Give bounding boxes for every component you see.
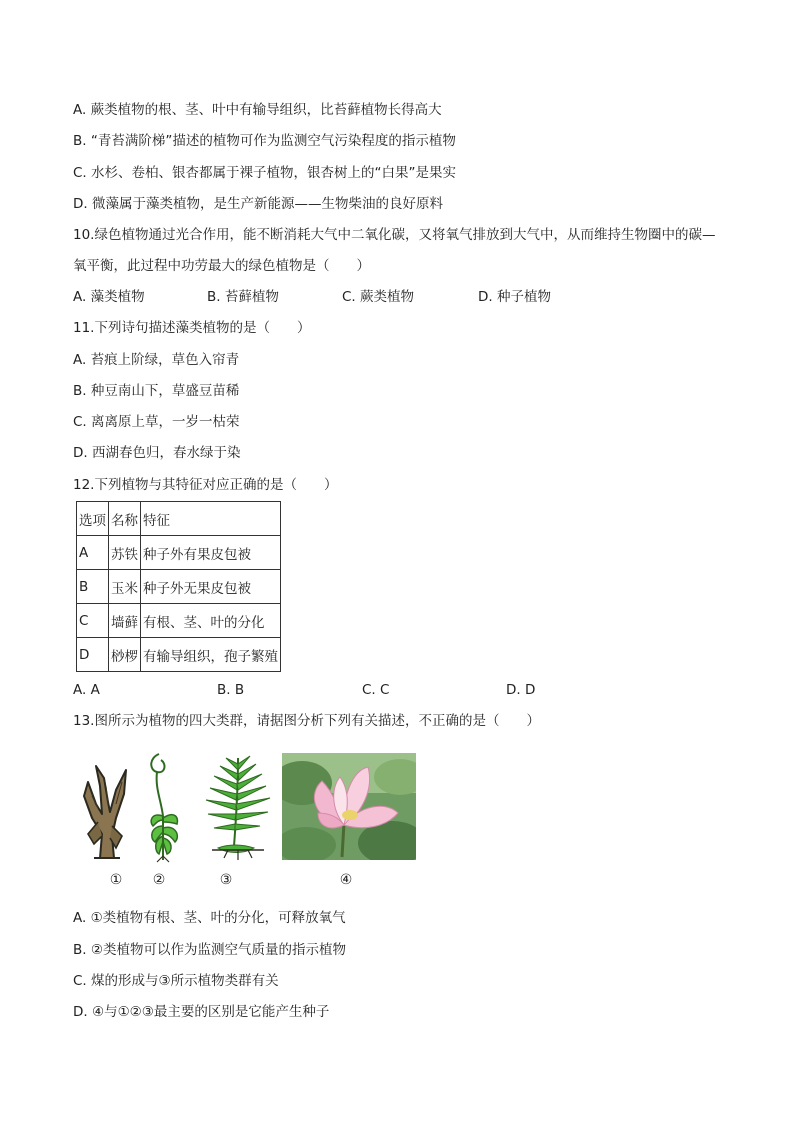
moss-plant-icon [145,752,183,864]
table-row [77,570,281,604]
q11-option-c: C. 离离原上草，一岁一枯荣 [73,414,240,430]
q13-option-a: A. ①类植物有根、茎、叶的分化，可释放氧气 [73,910,346,926]
q13-option-c: C. 煤的形成与③所示植物类群有关 [73,973,279,989]
q13-stem: 13.图所示为植物的四大类群，请据图分析下列有关描述，不正确的是（ ） [73,713,540,729]
table-cell: 有输导组织，孢子繁殖 [141,638,281,672]
q12-option-a: A. A [73,682,100,698]
table-header-cell: 选项 [77,502,109,536]
table-header-cell: 特征 [141,502,281,536]
q10-option-c: C. 蕨类植物 [342,289,415,305]
figure-label-1: ① [109,872,123,888]
table-header-row [77,502,281,536]
table-cell: A [77,536,109,570]
table-row [77,604,281,638]
q11-option-d: D. 西湖春色归，春水绿于染 [73,445,241,461]
table-cell: B [77,570,109,604]
q10-stem-line1: 10.绿色植物通过光合作用，能不断消耗大气中二氧化碳，又将氧气排放到大气中，从而维持生物圈中的碳— [73,227,716,243]
q10-option-b: B. 苔藓植物 [207,289,279,305]
figure-label-2: ② [152,872,166,888]
q10-option-d: D. 种子植物 [478,289,551,305]
algae-plant-icon [78,756,134,862]
table-cell: 墙藓 [109,604,141,638]
q10-stem-line2: 氧平衡，此过程中功劳最大的绿色植物是（ ） [73,258,370,274]
q11-option-a: A. 苔痕上阶绿，草色入帘青 [73,352,240,368]
table-cell: 玉米 [109,570,141,604]
table-cell: D [77,638,109,672]
q12-table [76,501,281,672]
table-header-cell: 名称 [109,502,141,536]
q11-stem: 11.下列诗句描述藻类植物的是（ ） [73,320,311,336]
table-cell: C [77,604,109,638]
q9-option-a: A. 蕨类植物的根、茎、叶中有输导组织，比苔藓植物长得高大 [73,102,442,118]
q10-options [73,287,733,307]
q12-options [73,680,733,700]
q13-option-b: B. ②类植物可以作为监测空气质量的指示植物 [73,942,346,958]
q11-option-b: B. 种豆南山下，草盛豆苗稀 [73,383,240,399]
table-cell: 有根、茎、叶的分化 [141,604,281,638]
table-cell: 桫椤 [109,638,141,672]
q10-option-a: A. 藻类植物 [73,289,145,305]
figure-label-3: ③ [219,872,233,888]
q12-option-b: B. B [217,682,245,698]
q12-option-c: C. C [362,682,390,698]
figure-label-4: ④ [339,872,353,888]
q12-option-d: D. D [506,682,536,698]
table-cell: 种子外有果皮包被 [141,536,281,570]
table-row [77,536,281,570]
table-row [77,638,281,672]
q9-option-c: C. 水杉、卷柏、银杏都属于裸子植物，银杏树上的“白果”是果实 [73,165,456,181]
table-cell: 苏铁 [109,536,141,570]
table-cell: 种子外无果皮包被 [141,570,281,604]
fern-plant-icon [198,750,278,862]
lotus-flower-icon [282,753,416,860]
q9-option-d: D. 微藻属于藻类植物，是生产新能源——生物柴油的良好原料 [73,196,443,212]
q12-stem: 12.下列植物与其特征对应正确的是（ ） [73,477,338,493]
q9-option-b: B. “青苔满阶梯”描述的植物可作为监测空气污染程度的指示植物 [73,133,456,149]
q13-option-d: D. ④与①②③最主要的区别是它能产生种子 [73,1004,330,1020]
